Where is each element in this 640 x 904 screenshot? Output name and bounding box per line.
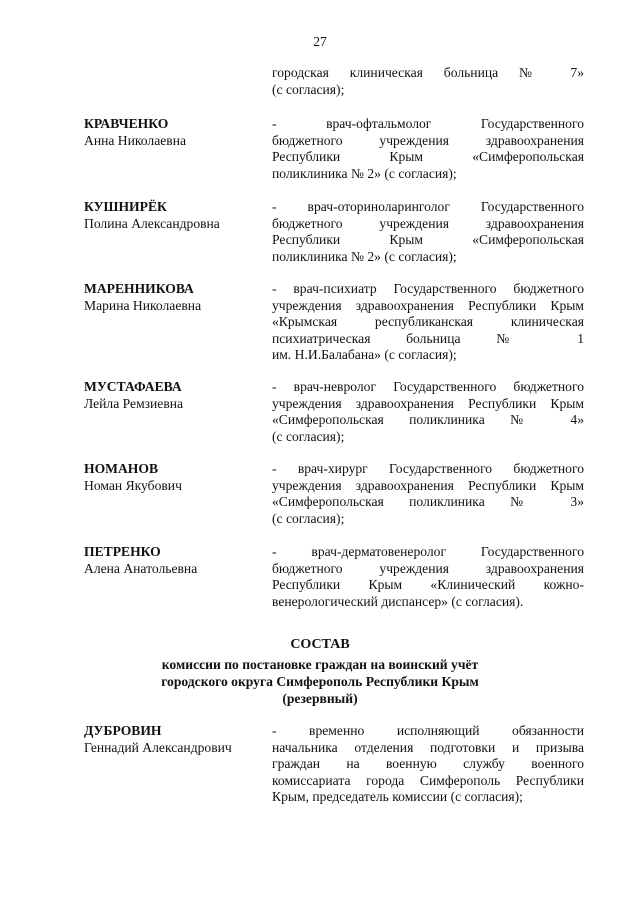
member-surname: МУСТАФАЕВА <box>84 379 182 394</box>
member-description <box>272 199 584 265</box>
member-surname: КРАВЧЕНКО <box>84 116 169 131</box>
text-line: им. Н.И.Балабана» (с согласия); <box>272 347 457 363</box>
member-description <box>272 116 584 182</box>
text-line: (с согласия); <box>272 81 345 97</box>
section-title: СОСТАВ <box>290 637 350 652</box>
section-subtitle-line: городского округа Симферополь Республики Крым <box>161 674 479 689</box>
text-line: - врач-хирург Государственного бюджетного <box>272 461 584 476</box>
member-surname: ДУБРОВИН <box>84 723 162 738</box>
text-line: учреждения здравоохранения Республики Крым <box>272 395 584 411</box>
text-line: «Симферопольская поликлиника № 3» <box>272 494 584 510</box>
text-line: «Симферопольская поликлиника № 4» <box>272 412 584 428</box>
member-given-name: Анна Николаевна <box>84 132 186 148</box>
member-surname: ПЕТРЕНКО <box>84 544 161 559</box>
text-line: - врач-офтальмолог Государственного <box>272 116 584 131</box>
text-line: Республики Крым «Клинический кожно- <box>272 577 584 593</box>
member-name <box>84 199 264 232</box>
member-given-name: Лейла Ремзиевна <box>84 395 184 411</box>
section-subtitle-line: (резервный) <box>282 691 358 706</box>
member-given-name: Марина Николаевна <box>84 297 202 313</box>
member-description <box>272 281 584 364</box>
text-line: Республики Крым «Симферопольская <box>272 232 584 248</box>
text-line: - врач-невролог Государственного бюджетного <box>272 379 584 394</box>
member-surname: МАРЕННИКОВА <box>84 281 194 296</box>
member-description <box>272 379 584 445</box>
text-line: - врач-оториноларинголог Государственного <box>272 199 584 214</box>
member-name <box>84 461 264 494</box>
text-line: - временно исполняющий обязанности <box>272 723 584 738</box>
member-given-name: Полина Александровна <box>84 215 220 231</box>
text-line: бюджетного учреждения здравоохранения <box>272 215 584 231</box>
text-line: - врач-дерматовенеролог Государственного <box>272 544 584 559</box>
text-line: - врач-психиатр Государственного бюджетного <box>272 281 584 296</box>
member-name <box>84 116 264 149</box>
member-name <box>84 544 264 577</box>
text-line: (с согласия); <box>272 510 345 526</box>
member-name <box>84 281 264 314</box>
text-line: венерологический диспансер» (с согласия). <box>272 593 524 609</box>
section-subtitle-line: комиссии по постановке граждан на воинский учёт <box>161 657 479 672</box>
text-line: бюджетного учреждения здравоохранения <box>272 132 584 148</box>
page-number: 27 <box>313 34 327 49</box>
text-line: поликлиника № 2» (с согласия); <box>272 248 457 264</box>
member-given-name: Геннадий Александрович <box>84 739 232 755</box>
member-surname: КУШНИРЁК <box>84 199 167 214</box>
member-surname: НОМАНОВ <box>84 461 159 476</box>
text-line: психиатрическая больница № 1 <box>272 330 584 346</box>
text-line: поликлиника № 2» (с согласия); <box>272 165 457 181</box>
text-line: Республики Крым «Симферопольская <box>272 149 584 165</box>
member-given-name: Алена Анатольевна <box>84 560 198 576</box>
member-description <box>272 723 584 806</box>
text-line: Крым, председатель комиссии (с согласия); <box>272 789 523 805</box>
text-line: городская клиническая больница № 7» <box>272 65 584 80</box>
text-line: граждан на военную службу военного <box>272 756 584 772</box>
member-name <box>84 723 264 756</box>
text-line: учреждения здравоохранения Республики Крым <box>272 477 584 493</box>
member-description <box>272 544 584 610</box>
text-line: начальника отделения подготовки и призыва <box>272 739 584 755</box>
text-line: «Крымская республиканская клиническая <box>272 314 584 330</box>
text-line: бюджетного учреждения здравоохранения <box>272 560 584 576</box>
member-name <box>84 379 264 412</box>
text-line: учреждения здравоохранения Республики Крым <box>272 297 584 313</box>
member-description <box>272 461 584 527</box>
text-line: (с согласия); <box>272 428 345 444</box>
continued-description <box>272 65 584 98</box>
member-given-name: Номан Якубович <box>84 477 182 493</box>
text-line: комиссариата города Симферополь Республики <box>272 772 584 788</box>
